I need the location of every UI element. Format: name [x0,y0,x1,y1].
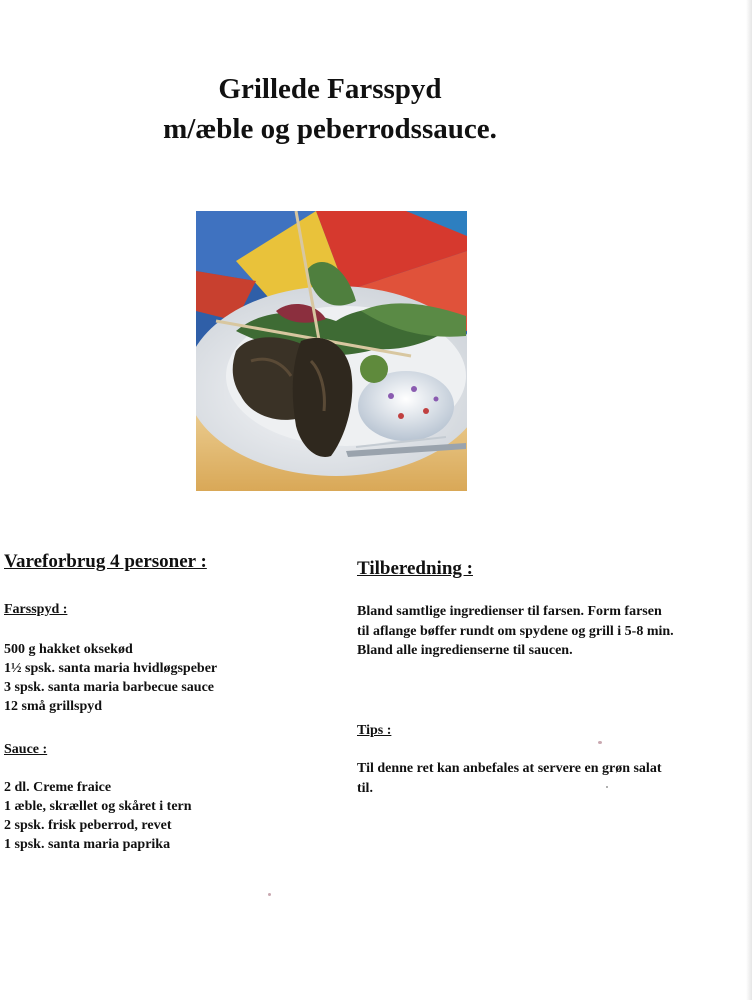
list-item: 1 æble, skrællet og skåret i tern [4,799,192,814]
list-item: 12 små grillspyd [4,699,103,714]
sauce-list [4,778,192,854]
tips-heading: Tips : [357,723,392,738]
scan-speck [598,741,602,744]
farsspyd-heading: Farsspyd : [4,602,68,617]
preparation-text: Bland samtlige ingredienser til farsen. Form farsen til aflange bøffer rundt om spydene og grill i 5-8 min. Bland alle ingredienserne til saucen. [357,604,674,658]
food-photo-icon [196,211,467,491]
title-line-2: m/æble og peberrodssauce. [163,113,497,146]
scan-speck [606,786,608,788]
ingredients-heading: Vareforbrug 4 personer : [4,551,207,572]
list-item: 2 spsk. frisk peberrod, revet [4,818,172,833]
scan-speck [268,893,271,896]
ingredients-column [4,550,334,852]
sauce-heading: Sauce : [4,742,48,757]
tips-text: Til denne ret kan anbefales at servere en grøn salat til. [357,761,662,796]
list-item: 2 dl. Creme fraice [4,780,112,795]
list-item: 1 spsk. santa maria paprika [4,837,171,852]
recipe-title [0,69,660,149]
list-item: 500 g hakket oksekød [4,642,133,657]
farsspyd-list [4,640,217,716]
preparation-heading: Tilberedning : [357,558,473,579]
title-line-1: Grillede Farsspyd [218,73,442,106]
list-item: 3 spsk. santa maria barbecue sauce [4,680,215,695]
preparation-column [357,557,687,796]
list-item: 1½ spsk. santa maria hvidløgspeber [4,661,218,676]
page-edge [746,0,752,1000]
food-photo [196,211,467,491]
